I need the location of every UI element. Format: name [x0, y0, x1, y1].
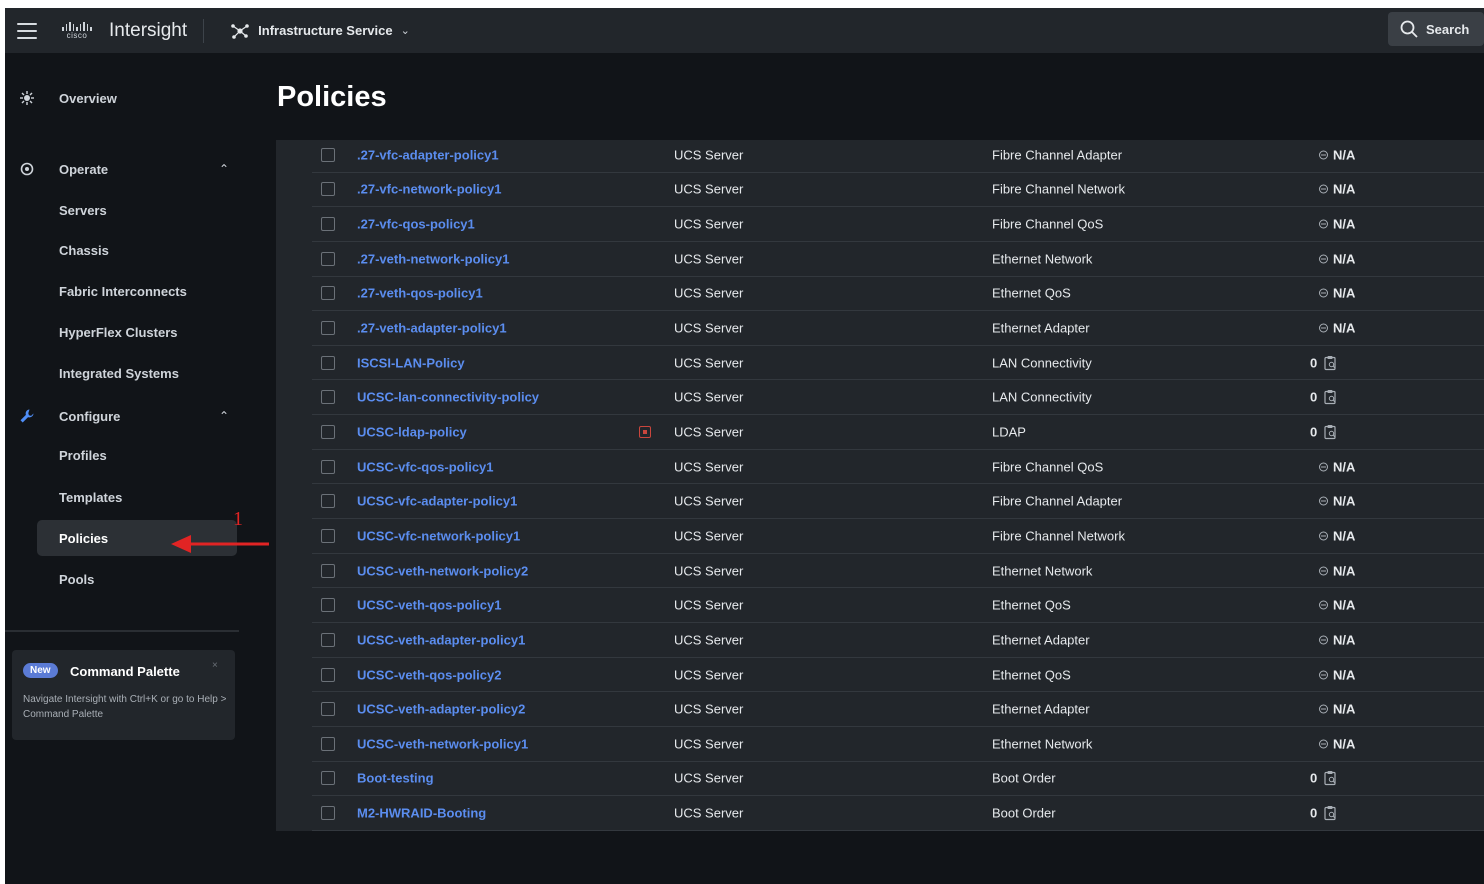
search-icon: [1400, 20, 1418, 38]
policies-table: [276, 140, 1484, 831]
na-status-icon: [1319, 462, 1328, 471]
usage-cell: [1310, 286, 1355, 301]
platform-cell: UCS Server: [674, 805, 744, 821]
usage-clipboard-icon[interactable]: [1324, 806, 1337, 821]
policy-name-link[interactable]: UCSC-veth-qos-policy2: [357, 667, 502, 683]
type-cell: Ethernet QoS: [992, 285, 1071, 301]
type-cell: Boot Order: [992, 770, 1056, 786]
usage-cell: [1310, 182, 1355, 197]
policy-name-link[interactable]: UCSC-veth-qos-policy1: [357, 597, 502, 613]
table-row[interactable]: [312, 762, 1484, 797]
type-cell: Ethernet QoS: [992, 667, 1071, 683]
row-checkbox[interactable]: [321, 390, 335, 404]
search-button[interactable]: [1388, 12, 1484, 46]
usage-clipboard-icon[interactable]: [1324, 355, 1337, 370]
na-status-icon: [1319, 739, 1328, 748]
table-row[interactable]: [312, 519, 1484, 554]
na-status-icon: [1319, 531, 1328, 540]
usage-value: 0: [1310, 770, 1318, 786]
row-checkbox[interactable]: [321, 702, 335, 716]
usage-value: N/A: [1333, 285, 1356, 301]
type-cell: Ethernet Network: [992, 736, 1093, 752]
sidebar: [5, 53, 242, 884]
sidebar-item-fabric-interconnects[interactable]: [5, 273, 242, 309]
platform-cell: UCS Server: [674, 355, 744, 371]
row-checkbox[interactable]: [321, 668, 335, 682]
type-cell: LAN Connectivity: [992, 355, 1092, 371]
platform-cell: UCS Server: [674, 251, 744, 267]
row-checkbox[interactable]: [321, 633, 335, 647]
sidebar-item-chassis[interactable]: [5, 232, 242, 268]
row-checkbox[interactable]: [321, 217, 335, 231]
row-checkbox[interactable]: [321, 321, 335, 335]
na-status-icon: [1319, 635, 1328, 644]
usage-cell: [1310, 806, 1337, 821]
command-palette-card: [12, 650, 235, 740]
cisco-logo[interactable]: [59, 20, 187, 42]
platform-cell: UCS Server: [674, 667, 744, 683]
table-row[interactable]: [312, 207, 1484, 242]
usage-cell: [1310, 321, 1355, 336]
policy-name-link[interactable]: UCSC-vfc-qos-policy1: [357, 459, 494, 475]
policy-name-link[interactable]: UCSC-veth-network-policy1: [357, 736, 529, 752]
type-cell: Ethernet QoS: [992, 597, 1071, 613]
type-cell: Ethernet Network: [992, 251, 1093, 267]
app-window: [5, 8, 1484, 884]
sidebar-item-label: Overview: [59, 90, 117, 106]
sidebar-item-servers[interactable]: [5, 192, 242, 228]
service-label: Infrastructure Service: [258, 23, 393, 38]
usage-value: N/A: [1333, 632, 1356, 648]
type-cell: LDAP: [992, 424, 1026, 440]
usage-value: N/A: [1333, 528, 1356, 544]
row-checkbox[interactable]: [321, 148, 335, 162]
policy-name-link[interactable]: .27-vfc-qos-policy1: [357, 216, 475, 232]
na-status-icon: [1319, 324, 1328, 333]
table-row[interactable]: [312, 242, 1484, 277]
topbar-divider: [203, 19, 204, 43]
sidebar-item-label: Templates: [59, 489, 123, 505]
usage-clipboard-icon[interactable]: [1324, 424, 1337, 439]
usage-value: 0: [1310, 805, 1318, 821]
na-status-icon: [1319, 254, 1328, 263]
hamburger-icon[interactable]: [17, 23, 37, 39]
platform-cell: UCS Server: [674, 736, 744, 752]
type-cell: Fibre Channel Network: [992, 181, 1125, 197]
sidebar-item-pools[interactable]: [5, 561, 242, 597]
usage-cell: [1310, 355, 1337, 370]
usage-value: 0: [1310, 389, 1318, 405]
platform-cell: UCS Server: [674, 528, 744, 544]
usage-value: N/A: [1333, 251, 1356, 267]
usage-cell: [1310, 459, 1355, 474]
platform-cell: UCS Server: [674, 597, 744, 613]
table-row[interactable]: [312, 346, 1484, 381]
usage-cell: [1310, 217, 1355, 232]
policy-name-link[interactable]: UCSC-vfc-adapter-policy1: [357, 493, 518, 509]
row-checkbox[interactable]: [321, 182, 335, 196]
sidebar-item-overview[interactable]: [5, 80, 242, 116]
sidebar-group-operate[interactable]: [5, 151, 242, 187]
policy-name-link[interactable]: UCSC-veth-adapter-policy2: [357, 701, 526, 717]
usage-cell: [1310, 563, 1355, 578]
sidebar-item-profiles[interactable]: [5, 437, 242, 473]
usage-value: N/A: [1333, 563, 1356, 579]
platform-cell: UCS Server: [674, 285, 744, 301]
platform-cell: UCS Server: [674, 701, 744, 717]
sidebar-item-label: Fabric Interconnects: [59, 283, 187, 299]
table-row[interactable]: [312, 173, 1484, 208]
usage-clipboard-icon[interactable]: [1324, 390, 1337, 405]
sidebar-item-integrated-systems[interactable]: [5, 355, 242, 391]
sidebar-item-label: Policies: [59, 530, 109, 546]
na-status-icon: [1319, 566, 1328, 575]
type-cell: Ethernet Network: [992, 563, 1093, 579]
row-checkbox[interactable]: [321, 564, 335, 578]
page-title: Policies: [277, 81, 387, 113]
policy-name-link[interactable]: M2-HWRAID-Booting: [357, 805, 487, 821]
platform-cell: UCS Server: [674, 459, 744, 475]
policy-name-link[interactable]: .27-vfc-network-policy1: [357, 181, 502, 197]
policy-name-link[interactable]: Boot-testing: [357, 770, 434, 786]
usage-cell: [1310, 771, 1337, 786]
usage-value: N/A: [1333, 597, 1356, 613]
platform-cell: UCS Server: [674, 632, 744, 648]
table-row[interactable]: [312, 485, 1484, 520]
table-row[interactable]: [312, 588, 1484, 623]
usage-cell: [1310, 702, 1355, 717]
platform-cell: UCS Server: [674, 770, 744, 786]
operate-icon: [19, 161, 35, 177]
na-status-icon: [1319, 601, 1328, 610]
app-name: Intersight: [109, 19, 188, 41]
row-checkbox[interactable]: [321, 598, 335, 612]
annotation-arrow: [165, 530, 275, 554]
wrench-icon: [19, 408, 35, 424]
sidebar-divider: [5, 630, 239, 632]
table-row[interactable]: [312, 277, 1484, 312]
sidebar-item-label: Servers: [59, 202, 107, 218]
policy-name-link[interactable]: ISCSI-LAN-Policy: [357, 355, 465, 371]
na-status-icon: [1319, 185, 1328, 194]
sidebar-group-configure[interactable]: [5, 398, 242, 434]
alert-flag-icon: [639, 426, 651, 438]
table-row[interactable]: [312, 727, 1484, 762]
na-status-icon: [1319, 705, 1328, 714]
row-checkbox[interactable]: [321, 806, 335, 820]
policy-name-link[interactable]: .27-veth-adapter-policy1: [357, 320, 507, 336]
usage-value: N/A: [1333, 459, 1356, 475]
table-row[interactable]: [312, 450, 1484, 485]
usage-clipboard-icon[interactable]: [1324, 771, 1337, 786]
type-cell: Fibre Channel Adapter: [992, 147, 1123, 163]
usage-cell: [1310, 667, 1355, 682]
type-cell: Ethernet Adapter: [992, 701, 1090, 717]
type-cell: LAN Connectivity: [992, 389, 1092, 405]
na-status-icon: [1319, 497, 1328, 506]
sidebar-group-label: Configure: [59, 408, 121, 424]
na-status-icon: [1319, 670, 1328, 679]
type-cell: Ethernet Adapter: [992, 632, 1090, 648]
platform-cell: UCS Server: [674, 147, 744, 163]
na-status-icon: [1319, 289, 1328, 298]
cisco-logo-mark: [59, 22, 95, 40]
usage-cell: [1310, 390, 1337, 405]
policy-name-link[interactable]: UCSC-veth-adapter-policy1: [357, 632, 526, 648]
usage-value: N/A: [1333, 736, 1356, 752]
usage-value: 0: [1310, 355, 1318, 371]
platform-cell: UCS Server: [674, 181, 744, 197]
cisco-logo-word: cisco: [66, 30, 88, 40]
sidebar-item-label: Profiles: [59, 447, 107, 463]
top-bar: [5, 8, 1484, 53]
policy-name-link[interactable]: UCSC-lan-connectivity-policy: [357, 389, 540, 405]
policy-name-link[interactable]: .27-vfc-adapter-policy1: [357, 147, 499, 163]
usage-cell: [1310, 424, 1337, 439]
chevron-down-icon: ⌄: [400, 25, 410, 37]
policy-name-link[interactable]: UCSC-vfc-network-policy1: [357, 528, 521, 544]
usage-value: N/A: [1333, 216, 1356, 232]
table-row[interactable]: [312, 692, 1484, 727]
type-cell: Ethernet Adapter: [992, 320, 1090, 336]
table-row[interactable]: [312, 554, 1484, 589]
command-palette-title: Command Palette: [70, 664, 180, 679]
usage-cell: [1310, 147, 1355, 162]
sidebar-item-label: Pools: [59, 571, 95, 587]
service-selector[interactable]: [230, 23, 410, 39]
usage-value: N/A: [1333, 667, 1356, 683]
usage-cell: [1310, 528, 1355, 543]
table-row[interactable]: [312, 381, 1484, 416]
row-checkbox[interactable]: [321, 252, 335, 266]
platform-cell: UCS Server: [674, 320, 744, 336]
policy-name-link[interactable]: UCSC-ldap-policy: [357, 424, 467, 440]
usage-cell: [1310, 736, 1355, 751]
sidebar-item-label: Integrated Systems: [59, 365, 179, 381]
usage-cell: [1310, 632, 1355, 647]
close-icon[interactable]: ×: [212, 660, 218, 671]
policy-name-link[interactable]: UCSC-veth-network-policy2: [357, 563, 529, 579]
chevron-up-icon: ⌃: [219, 409, 230, 423]
usage-cell: [1310, 494, 1355, 509]
overview-icon: [19, 90, 35, 106]
table-row[interactable]: [312, 796, 1484, 831]
table-row[interactable]: [312, 415, 1484, 450]
type-cell: Boot Order: [992, 805, 1056, 821]
sidebar-group-label: Operate: [59, 161, 109, 177]
usage-value: N/A: [1333, 147, 1356, 163]
row-checkbox[interactable]: [321, 494, 335, 508]
table-row[interactable]: [312, 658, 1484, 693]
row-checkbox[interactable]: [321, 286, 335, 300]
policy-name-link[interactable]: .27-veth-qos-policy1: [357, 285, 483, 301]
sidebar-item-templates[interactable]: [5, 479, 242, 515]
usage-cell: [1310, 598, 1355, 613]
new-badge: New: [23, 663, 58, 678]
sidebar-item-label: HyperFlex Clusters: [59, 324, 178, 340]
platform-cell: UCS Server: [674, 493, 744, 509]
table-row[interactable]: [312, 140, 1484, 173]
search-label: Search: [1426, 21, 1470, 37]
type-cell: Fibre Channel Adapter: [992, 493, 1123, 509]
usage-value: N/A: [1333, 493, 1356, 509]
chevron-up-icon: ⌃: [219, 162, 230, 176]
row-checkbox[interactable]: [321, 737, 335, 751]
usage-value: N/A: [1333, 320, 1356, 336]
sidebar-item-label: Chassis: [59, 242, 109, 258]
row-checkbox[interactable]: [321, 425, 335, 439]
usage-value: N/A: [1333, 701, 1356, 717]
table-row[interactable]: [312, 623, 1484, 658]
table-row[interactable]: [312, 311, 1484, 346]
type-cell: Fibre Channel QoS: [992, 459, 1104, 475]
service-network-icon: [230, 23, 250, 39]
command-palette-description: Navigate Intersight with Ctrl+K or go to Help > Command Palette: [23, 694, 227, 720]
platform-cell: UCS Server: [674, 216, 744, 232]
usage-cell: [1310, 251, 1355, 266]
usage-value: 0: [1310, 424, 1318, 440]
type-cell: Fibre Channel QoS: [992, 216, 1104, 232]
platform-cell: UCS Server: [674, 389, 744, 405]
row-checkbox[interactable]: [321, 771, 335, 785]
platform-cell: UCS Server: [674, 563, 744, 579]
policy-name-link[interactable]: .27-veth-network-policy1: [357, 251, 510, 267]
na-status-icon: [1319, 150, 1328, 159]
annotation-number: 1: [233, 508, 243, 530]
row-checkbox[interactable]: [321, 529, 335, 543]
platform-cell: UCS Server: [674, 424, 744, 440]
row-checkbox[interactable]: [321, 356, 335, 370]
usage-value: N/A: [1333, 181, 1356, 197]
sidebar-item-hyperflex-clusters[interactable]: [5, 314, 242, 350]
na-status-icon: [1319, 220, 1328, 229]
row-checkbox[interactable]: [321, 460, 335, 474]
type-cell: Fibre Channel Network: [992, 528, 1125, 544]
